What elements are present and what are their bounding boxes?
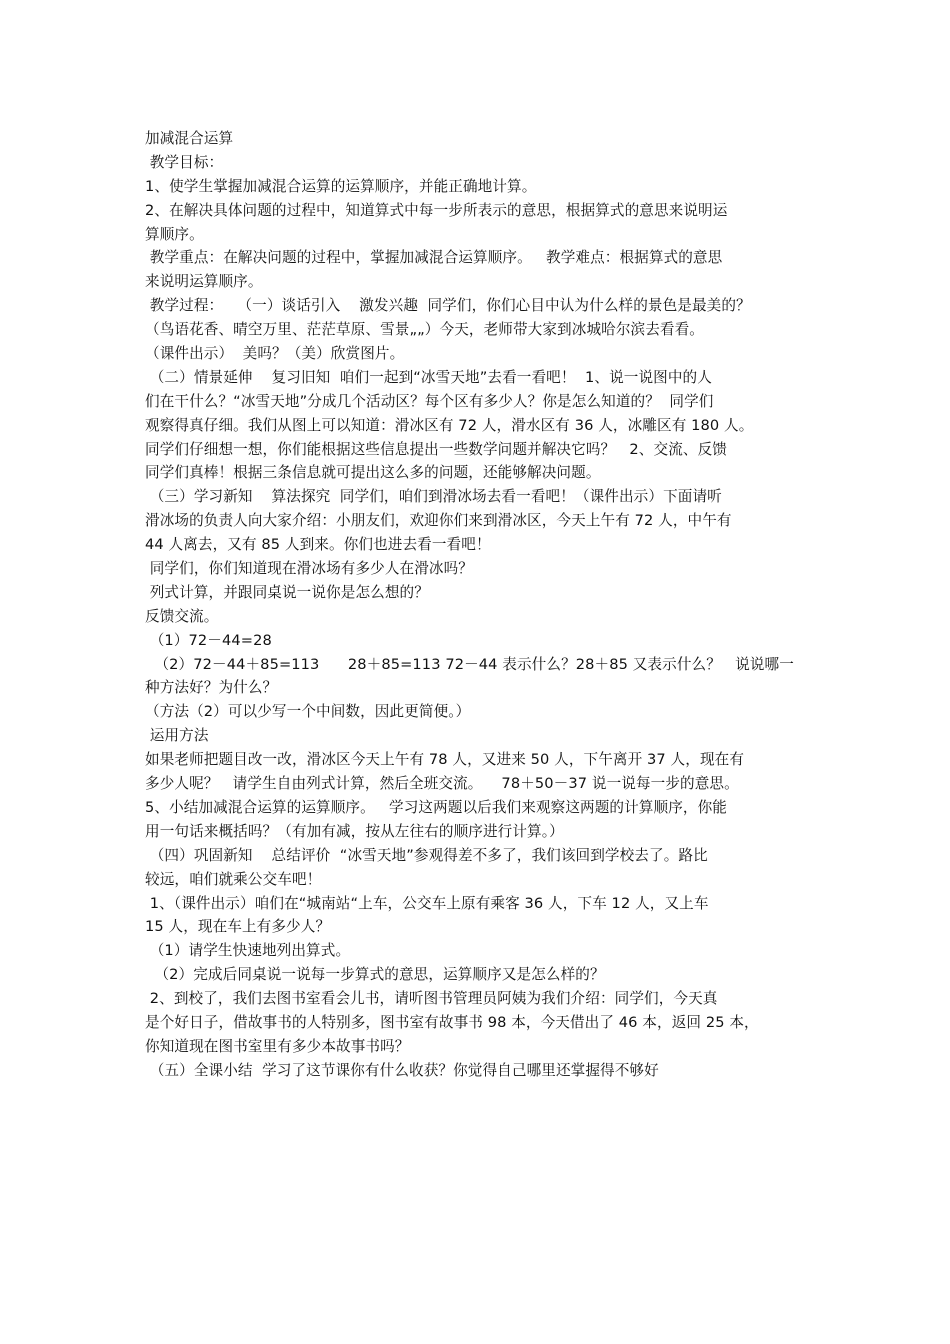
text-line: 15 人，现在车上有多少人？ bbox=[145, 918, 331, 936]
text-line: 2、在解决具体问题的过程中，知道算式中每一步所表示的意思，根据算式的意思来说明运 bbox=[145, 201, 728, 219]
text-line: 教学过程： （一）谈话引入 激发兴趣 同学们，你们心目中认为什么样的景色是最美的？ bbox=[145, 297, 751, 315]
text-line: 你知道现在图书室里有多少本故事书吗？ bbox=[145, 1037, 410, 1055]
text-line: （四）巩固新知 总结评价 “冰雪天地”参观得差不多了，我们该回到学校去了。路比 bbox=[145, 846, 708, 864]
text-line: 如果老师把题目改一改，滑冰区今天上午有 78 人，又进来 50 人，下午离开 37 人，现在有 bbox=[145, 751, 745, 769]
text-line: 5、小结加减混合运算的运算顺序。 学习这两题以后我们来观察这两题的计算顺序，你能 bbox=[145, 798, 727, 816]
text-line: （课件出示） 美吗？（美）欣赏图片。 bbox=[145, 345, 405, 363]
text-line: （二）情景延伸 复习旧知 咱们一起到“冰雪天地”去看一看吧！ 1、说一说图中的人 bbox=[145, 368, 712, 386]
text-line: 运用方法 bbox=[145, 727, 209, 745]
text-line: 2、到校了，我们去图书室看会儿书，请听图书管理员阿姨为我们介绍：同学们，今天真 bbox=[145, 990, 718, 1008]
text-line: 滑冰场的负责人向大家介绍：小朋友们，欢迎你们来到滑冰区，今天上午有 72 人，中午有 bbox=[145, 512, 732, 530]
text-line: 较远，咱们就乘公交车吧！ bbox=[145, 870, 322, 888]
text-line: 同学们仔细想一想，你们能根据这些信息提出一些数学问题并解决它吗？ 2、交流、反馈 bbox=[145, 440, 727, 458]
text-line: 44 人离去，又有 85 人到来。你们也进去看一看吧！ bbox=[145, 536, 491, 554]
text-line: 教学重点：在解决问题的过程中，掌握加减混合运算顺序。 教学难点：根据算式的意思 bbox=[145, 249, 723, 267]
text-line: 1、使学生掌握加减混合运算的运算顺序，并能正确地计算。 bbox=[145, 177, 537, 195]
text-line: 种方法好？为什么？ bbox=[145, 679, 278, 697]
text-line: 算顺序。 bbox=[145, 225, 204, 243]
text-line: 反馈交流。 bbox=[145, 607, 219, 625]
text-line: （2）72－44＋85=113 28＋85=113 72－44 表示什么？28＋85 又表示什么？ 说说哪一 bbox=[145, 655, 794, 673]
text-line: 同学们，你们知道现在滑冰场有多少人在滑冰吗？ bbox=[145, 560, 474, 578]
text-line: 同学们真棒！根据三条信息就可提出这么多的问题，还能够解决问题。 bbox=[145, 464, 601, 482]
text-line: 列式计算，并跟同桌说一说你是怎么想的？ bbox=[145, 583, 429, 601]
document-title: 加减混合运算 bbox=[145, 130, 234, 147]
text-line: （方法（2）可以少写一个中间数，因此更简便。） bbox=[145, 703, 471, 721]
section-heading-objectives: 教学目标： bbox=[145, 153, 224, 171]
text-line: 多少人呢？ 请学生自由列式计算，然后全班交流。 78＋50－37 说一说每一步的意思。 bbox=[145, 775, 739, 793]
text-line: （五）全课小结 学习了这节课你有什么收获？你觉得自己哪里还掌握得不够好 bbox=[145, 1061, 659, 1079]
text-line: （1）请学生快速地列出算式。 bbox=[145, 942, 351, 960]
text-line: 们在干什么？“冰雪天地”分成几个活动区？每个区有多少人？你是怎么知道的？ 同学们 bbox=[145, 392, 714, 410]
text-line: 1、（课件出示）咱们在“城南站“上车，公交车上原有乘客 36 人，下车 12 人，又上车 bbox=[145, 894, 709, 912]
text-line: （1）72－44=28 bbox=[145, 631, 272, 649]
text-line: 来说明运算顺序。 bbox=[145, 273, 263, 291]
text-line: 观察得真仔细。我们从图上可以知道：滑冰区有 72 人，滑水区有 36 人，冰雕区有 180 人。 bbox=[145, 416, 754, 434]
text-line: （鸟语花香、晴空万里、茫茫草原、雪景„„）今天，老师带大家到冰城哈尔滨去看看。 bbox=[145, 321, 704, 339]
document-body bbox=[145, 127, 820, 1083]
text-line: 用一句话来概括吗？（有加有减，按从左往右的顺序进行计算。） bbox=[145, 822, 564, 840]
text-line: 是个好日子，借故事书的人特别多，图书室有故事书 98 本，今天借出了 46 本，返回 25 本， bbox=[145, 1013, 759, 1031]
text-line: （三）学习新知 算法探究 同学们，咱们到滑冰场去看一看吧！（课件出示）下面请听 bbox=[145, 488, 722, 506]
text-line: （2）完成后同桌说一说每一步算式的意思，运算顺序又是怎么样的？ bbox=[145, 966, 605, 984]
